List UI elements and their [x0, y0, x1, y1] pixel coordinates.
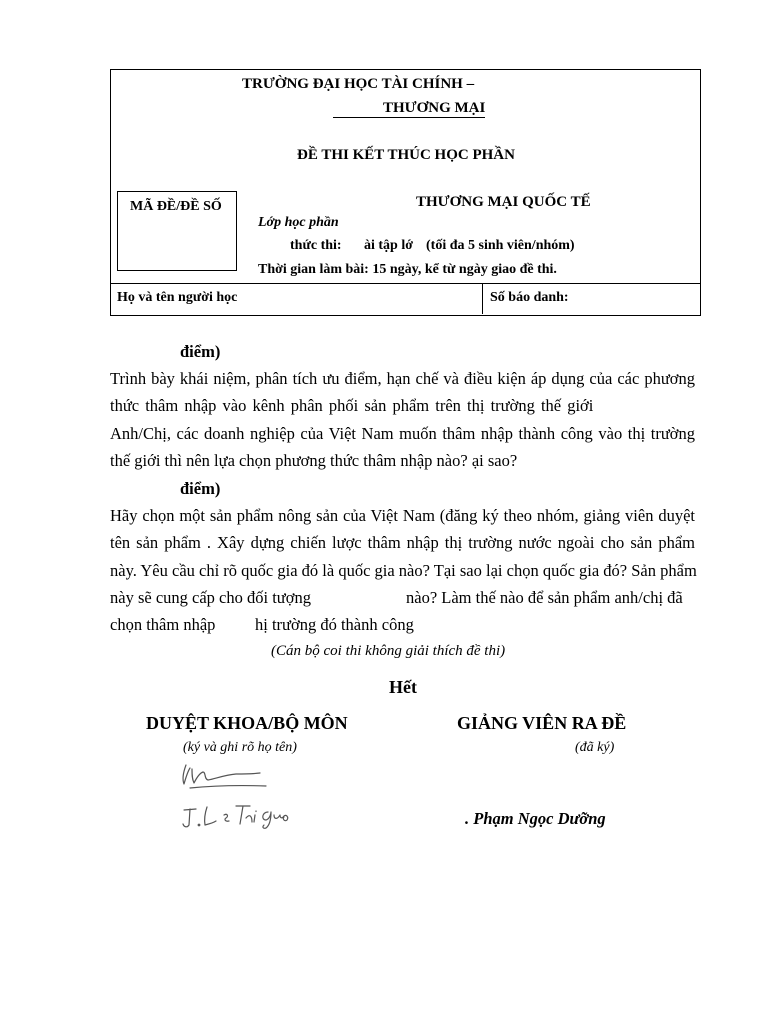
school-name-underline	[333, 117, 485, 118]
question-2-line: nào? Làm thế nào để sản phẩm anh/chị đã	[406, 588, 683, 607]
exam-title: ĐỀ THI KẾT THÚC HỌC PHẦN	[297, 147, 515, 163]
header-divider	[110, 283, 700, 284]
school-name-line2: THƯƠNG MẠI	[383, 100, 486, 116]
question-1-points: điểm)	[180, 342, 221, 361]
question-2-line: Hãy chọn một sản phẩm nông sản của Việt Nam (đăng ký theo nhóm, giảng viên duyệt	[110, 506, 695, 525]
student-id-label: Số báo danh:	[490, 290, 569, 305]
lecturer-subtitle: (đã ký)	[575, 740, 615, 755]
lecturer-title: GIẢNG VIÊN RA ĐỀ	[457, 713, 627, 733]
question-1-line: thế giới thì nên lựa chọn phương thức thâm nhập nào? ại sao?	[110, 451, 518, 470]
header-vertical-divider	[482, 284, 483, 314]
handwritten-signature	[170, 755, 300, 845]
proctor-note: (Cán bộ coi thi không giải thích đề thi)	[271, 643, 506, 659]
question-2-line: này. Yêu cầu chỉ rõ quốc gia đó là quốc gia nào? Tại sao lại chọn quốc gia đó? Sản phẩm	[110, 561, 697, 580]
question-1-line: thức thâm nhập vào kênh phân phối sản phẩm trên thị trường thế giới	[110, 396, 594, 415]
question-2-line: tên sản phẩm . Xây dựng chiến lược thâm nhập thị trường nước ngoài cho sản phẩm	[110, 533, 695, 552]
student-name-label: Họ và tên người học	[117, 290, 238, 305]
exam-form-value: ài tập lớ	[364, 238, 413, 253]
question-2-line: chọn thâm nhập	[110, 615, 216, 634]
course-name: THƯƠNG MẠI QUỐC TẾ	[416, 194, 591, 210]
class-label: Lớp học phần	[258, 215, 339, 230]
exam-form-label: thức thi:	[290, 238, 342, 253]
exam-form-note: (tối đa 5 sinh viên/nhóm)	[426, 238, 575, 253]
approval-subtitle: (ký và ghi rõ họ tên)	[183, 740, 297, 755]
question-1-line: Anh/Chị, các doanh nghiệp của Việt Nam muốn thâm nhập thành công vào thị trường	[110, 424, 695, 443]
exam-code-label: MÃ ĐỀ/ĐỀ SỐ	[130, 199, 222, 214]
exam-duration: Thời gian làm bài: 15 ngày, kể từ ngày giao đề thi.	[258, 262, 557, 277]
school-name-line1: TRƯỜNG ĐẠI HỌC TÀI CHÍNH –	[242, 76, 475, 92]
question-2-line: này sẽ cung cấp cho đối tượng	[110, 588, 311, 607]
approval-title: DUYỆT KHOA/BỘ MÔN	[146, 713, 348, 733]
question-1-line: Trình bày khái niệm, phân tích ưu điểm, hạn chế và điều kiện áp dụng của các phương	[110, 369, 695, 388]
question-2-line: hị trường đó thành công	[255, 615, 414, 634]
end-label: Hết	[389, 677, 417, 697]
lecturer-name: . Phạm Ngọc Dưỡng	[465, 809, 606, 828]
question-2-points: điểm)	[180, 479, 221, 498]
